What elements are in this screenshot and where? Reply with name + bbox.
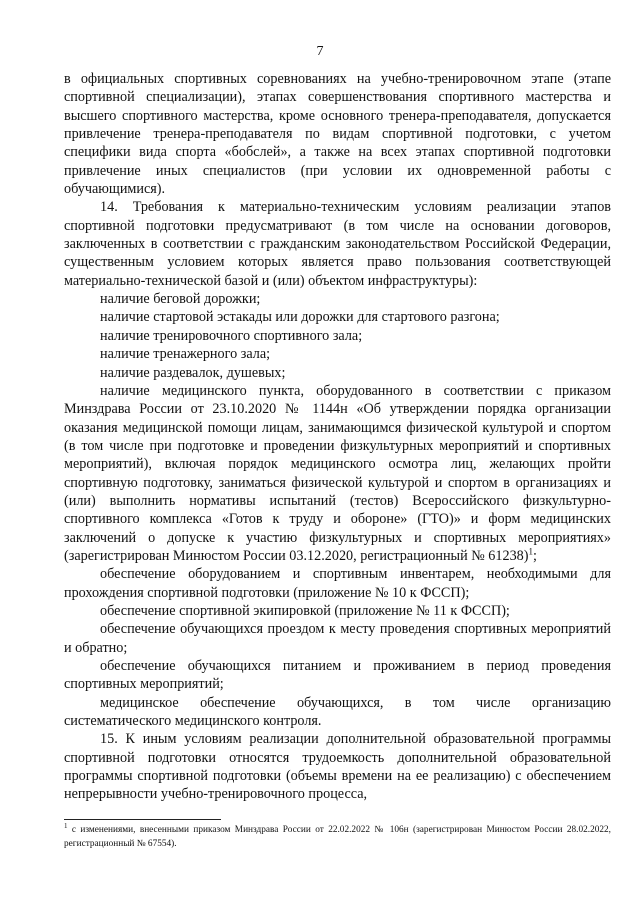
list-item: наличие раздевалок, душевых; xyxy=(100,364,286,381)
list-item: наличие тренировочного спортивного зала; xyxy=(100,327,363,344)
list-item-punctuation: ; xyxy=(533,547,537,564)
paragraph-item-15: 15. К иным условиям реализации дополнительной образовательной программы спортивной подготовки относятся трудоемкость дополнительной образовательной программы спортивной подготовки (объемы времени на ее реализацию) с обеспечением непрерывности учебно-тренировочного процесса, xyxy=(64,731,611,803)
list-item: обеспечение обучающихся проездом к месту проведения спортивных мероприятий и обратно; xyxy=(64,621,611,656)
list-item: обеспечение обучающихся питанием и проживанием в период проведения спортивных мероприятий; xyxy=(64,658,611,693)
list-item: наличие беговой дорожки; xyxy=(100,291,261,308)
footnote-reference[interactable]: 1 xyxy=(528,546,534,557)
footnote-text: с изменениями, внесенными приказом Минздрава России от 22.02.2022 № 106н (зарегистрирован Минюстом России 28.02.2022, регистрационный № 67554). xyxy=(64,825,611,849)
footnote xyxy=(64,823,611,851)
footnote-marker: 1 xyxy=(64,821,68,830)
list-item: медицинское обеспечение обучающихся, в том числе организацию систематического медицинского контроля. xyxy=(64,694,611,730)
list-item: обеспечение спортивной экипировкой (приложение № 11 к ФССП); xyxy=(100,602,510,619)
paragraph-item-14: 14. Требования к материально-техническим условиям реализации этапов спортивной подготовки предусматривают (в том числе на основании договоров, заключенных в соответствии с гражданским законодательством Российской Федерации, существенным условием которых является право пользования соответствующей материально-технической базой и (или) объектом инфраструктуры): xyxy=(64,199,611,289)
document-body xyxy=(64,70,611,804)
list-item: наличие стартовой эстакады или дорожки для стартового разгона; xyxy=(100,309,500,326)
list-item: наличие тренажерного зала; xyxy=(100,346,271,363)
paragraph-continuation: в официальных спортивных соревнованиях на учебно-тренировочном этапе (этапе спортивной специализации), этапах совершенствования спортивного мастерства и высшего спортивного мастерства, кроме основного тренера-преподавателя, допускается привлечение тренера-преподавателя по видам спортивной подготовки, с учетом специфики вида спорта «бобслей», а также на всех этапах спортивной подготовки привлечение иных специалистов (при условии их одновременной работы с обучающимися). xyxy=(64,71,611,198)
list-item: обеспечение оборудованием и спортивным инвентарем, необходимыми для прохождения спортивной подготовки (приложение № 10 к ФССП); xyxy=(64,566,611,601)
footnote-divider xyxy=(64,819,221,820)
list-item-medical-point xyxy=(64,382,611,565)
list-item-text: наличие медицинского пункта, оборудованного в соответствии с приказом Минздрава России от 23.10.2020 № 1144н «Об утверждении порядка организации оказания медицинской помощи лицам, занимающимся физической культурой и спортом (в том числе при подготовке и проведении физкультурных мероприятий и спортивных мероприятий), включая порядок медицинского осмотра лиц, желающих пройти спортивную подготовку, заниматься физической культурой и спортом в организациях и (или) выполнить нормативы испытаний (тестов) Всероссийского физкультурно-спортивного комплекса «Готов к труду и обороне» (ГТО)» и форм медицинских заключений о допуске к участию физкультурных и спортивных мероприятиях» (зарегистрирован Минюстом России 03.12.2020, регистрационный № 61238) xyxy=(64,382,611,564)
page-number: 7 xyxy=(316,44,324,59)
